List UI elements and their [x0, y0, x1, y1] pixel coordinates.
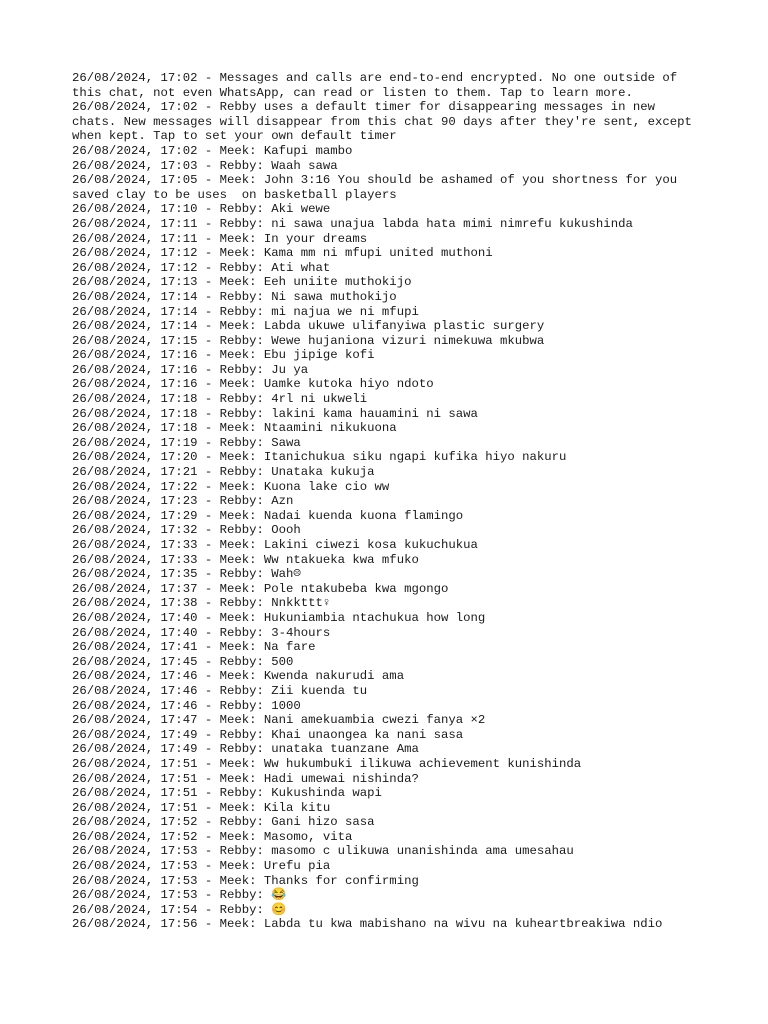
chat-line-36: 26/08/2024, 17:41 - Meek: Na fare: [72, 640, 316, 655]
chat-line-47: 26/08/2024, 17:51 - Meek: Kila kitu: [72, 800, 331, 815]
chat-line-31: 26/08/2024, 17:35 - Rebby: Wah☹: [72, 567, 301, 582]
chat-line-02: 26/08/2024, 17:02 - Rebby uses a default timer for disappearing messages in new chats. New messages will disappear from this chat 90 days after they're sent, except when kept. Tap to set your own default timer: [72, 100, 700, 144]
chat-line-40: 26/08/2024, 17:46 - Rebby: 1000: [72, 698, 301, 713]
chat-line-21: 26/08/2024, 17:18 - Meek: Ntaamini nikukuona: [72, 421, 397, 436]
chat-line-10: 26/08/2024, 17:12 - Rebby: Ati what: [72, 260, 331, 275]
chat-line-48: 26/08/2024, 17:52 - Rebby: Gani hizo sasa: [72, 815, 375, 830]
chat-line-53: 26/08/2024, 17:53 - Rebby: 😂: [72, 888, 287, 903]
chat-line-54: 26/08/2024, 17:54 - Rebby: 😊: [72, 902, 287, 917]
chat-line-20: 26/08/2024, 17:18 - Rebby: lakini kama hauamini ni sawa: [72, 406, 478, 421]
chat-line-13: 26/08/2024, 17:14 - Rebby: mi najua we ni mfupi: [72, 304, 419, 319]
chat-line-01: 26/08/2024, 17:02 - Messages and calls are end-to-end encrypted. No one outside of this chat, not even WhatsApp, can read or listen to them. Tap to learn more.: [72, 71, 685, 100]
chat-line-33: 26/08/2024, 17:38 - Rebby: Nnkkttt♀: [72, 596, 331, 611]
chat-line-46: 26/08/2024, 17:51 - Rebby: Kukushinda wapi: [72, 786, 382, 801]
chat-line-28: 26/08/2024, 17:32 - Rebby: Oooh: [72, 523, 301, 538]
chat-line-32: 26/08/2024, 17:37 - Meek: Pole ntakubeba kwa mgongo: [72, 581, 449, 596]
chat-line-51: 26/08/2024, 17:53 - Meek: Urefu pia: [72, 859, 331, 874]
chat-line-16: 26/08/2024, 17:16 - Meek: Ebu jipige kofi: [72, 348, 375, 363]
chat-line-49: 26/08/2024, 17:52 - Meek: Masomo, vita: [72, 829, 353, 844]
chat-line-38: 26/08/2024, 17:46 - Meek: Kwenda nakurudi ama: [72, 669, 405, 684]
chat-line-41: 26/08/2024, 17:47 - Meek: Nani amekuambia cwezi fanya ×2: [72, 713, 486, 728]
chat-line-29: 26/08/2024, 17:33 - Meek: Lakini ciwezi kosa kukuchukua: [72, 538, 478, 552]
chat-line-22: 26/08/2024, 17:19 - Rebby: Sawa: [72, 435, 301, 450]
chat-line-18: 26/08/2024, 17:16 - Meek: Uamke kutoka hiyo ndoto: [72, 377, 434, 392]
chat-line-42: 26/08/2024, 17:49 - Rebby: Khai unaongea ka nani sasa: [72, 727, 464, 742]
chat-line-50: 26/08/2024, 17:53 - Rebby: masomo c ulikuwa unanishinda ama umesahau: [72, 844, 574, 859]
chat-line-14: 26/08/2024, 17:14 - Meek: Labda ukuwe ulifanyiwa plastic surgery: [72, 319, 545, 334]
chat-line-08: 26/08/2024, 17:11 - Meek: In your dreams: [72, 231, 368, 246]
chat-line-39: 26/08/2024, 17:46 - Rebby: Zii kuenda tu: [72, 683, 368, 698]
chat-line-55: 26/08/2024, 17:56 - Meek: Labda tu kwa mabishano na wivu na kuheartbreakiwa ndio: [72, 917, 663, 932]
chat-line-43: 26/08/2024, 17:49 - Rebby: unataka tuanzane Ama: [72, 742, 419, 757]
chat-line-45: 26/08/2024, 17:51 - Meek: Hadi umewai nishinda?: [72, 771, 419, 786]
chat-line-15: 26/08/2024, 17:15 - Rebby: Wewe hujaniona vizuri nimekuwa mkubwa: [72, 333, 545, 348]
chat-line-25: 26/08/2024, 17:22 - Meek: Kuona lake cio ww: [72, 479, 390, 494]
chat-line-37: 26/08/2024, 17:45 - Rebby: 500: [72, 654, 294, 669]
chat-line-52: 26/08/2024, 17:53 - Meek: Thanks for confirming: [72, 873, 419, 888]
chat-line-34: 26/08/2024, 17:40 - Meek: Hukuniambia ntachukua how long: [72, 610, 486, 625]
chat-line-17: 26/08/2024, 17:16 - Rebby: Ju ya: [72, 362, 309, 377]
chat-line-06: 26/08/2024, 17:10 - Rebby: Aki wewe: [72, 202, 331, 217]
chat-line-12: 26/08/2024, 17:14 - Rebby: Ni sawa muthokijo: [72, 289, 397, 304]
chat-line-09: 26/08/2024, 17:12 - Meek: Kama mm ni mfupi united muthoni: [72, 246, 493, 261]
chat-line-07: 26/08/2024, 17:11 - Rebby: ni sawa unajua labda hata mimi nimrefu kukushinda: [72, 216, 633, 231]
chat-line-30: 26/08/2024, 17:33 - Meek: Ww ntakueka kwa mfuko: [72, 552, 419, 567]
chat-line-19: 26/08/2024, 17:18 - Rebby: 4rl ni ukweli: [72, 392, 368, 407]
chat-line-44: 26/08/2024, 17:51 - Meek: Ww hukumbuki ilikuwa achievement kunishinda: [72, 756, 582, 771]
chat-export-text: [72, 71, 702, 932]
chat-line-04: 26/08/2024, 17:03 - Rebby: Waah sawa: [72, 158, 338, 173]
chat-line-11: 26/08/2024, 17:13 - Meek: Eeh uniite muthokijo: [72, 275, 412, 290]
chat-line-35: 26/08/2024, 17:40 - Rebby: 3-4hours: [72, 625, 331, 640]
chat-line-23: 26/08/2024, 17:20 - Meek: Itanichukua siku ngapi kufika hiyo nakuru: [72, 450, 567, 465]
chat-line-27: 26/08/2024, 17:29 - Meek: Nadai kuenda kuona flamingo: [72, 508, 464, 523]
chat-line-03: 26/08/2024, 17:02 - Meek: Kafupi mambo: [72, 143, 353, 158]
chat-line-26: 26/08/2024, 17:23 - Rebby: Azn: [72, 494, 294, 509]
chat-line-05: 26/08/2024, 17:05 - Meek: John 3:16 You should be ashamed of you shortness for you saved clay to be uses on basketball players: [72, 173, 685, 202]
chat-line-24: 26/08/2024, 17:21 - Rebby: Unataka kukuja: [72, 465, 375, 480]
